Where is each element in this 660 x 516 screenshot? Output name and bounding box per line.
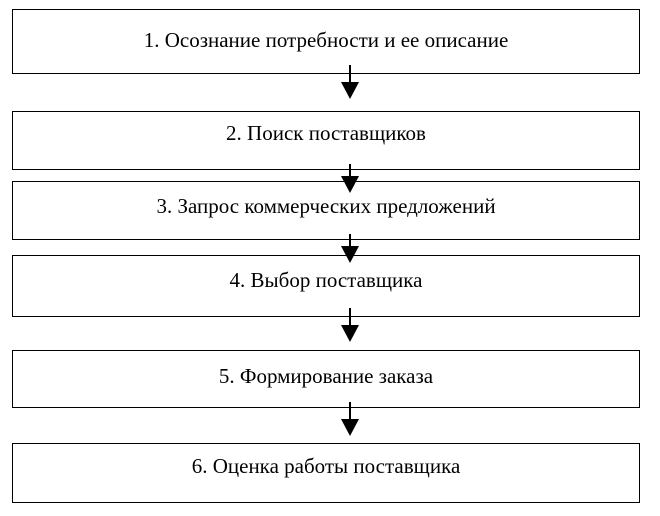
arrow-head: [341, 176, 359, 193]
arrow-shaft: [349, 65, 351, 83]
step-box-3: [12, 181, 640, 240]
step-box-2: [12, 111, 640, 170]
step-box-1: [12, 9, 640, 74]
arrow-down-icon: [341, 308, 359, 341]
arrow-head: [341, 82, 359, 99]
step-label-2: 2. Поиск поставщиков: [226, 121, 426, 145]
arrow-head: [341, 419, 359, 436]
step-label-1: 1. Осознание потребности и ее описание: [143, 28, 509, 52]
arrow-head: [341, 325, 359, 342]
arrow-down-icon: [341, 65, 359, 98]
arrow-down-icon: [341, 234, 359, 262]
arrow-down-icon: [341, 164, 359, 192]
step-label-3: 3. Запрос коммерческих предложений: [156, 194, 496, 218]
arrow-shaft: [349, 308, 351, 326]
step-label-5: 5. Формирование заказа: [218, 364, 434, 388]
step-box-5: [12, 350, 640, 408]
arrow-down-icon: [341, 402, 359, 435]
arrow-shaft: [349, 402, 351, 420]
step-box-6: [12, 443, 640, 503]
step-label-6: 6. Оценка работы поставщика: [191, 454, 461, 478]
arrow-head: [341, 246, 359, 263]
step-box-4: [12, 255, 640, 317]
step-label-4: 4. Выбор поставщика: [229, 268, 423, 292]
